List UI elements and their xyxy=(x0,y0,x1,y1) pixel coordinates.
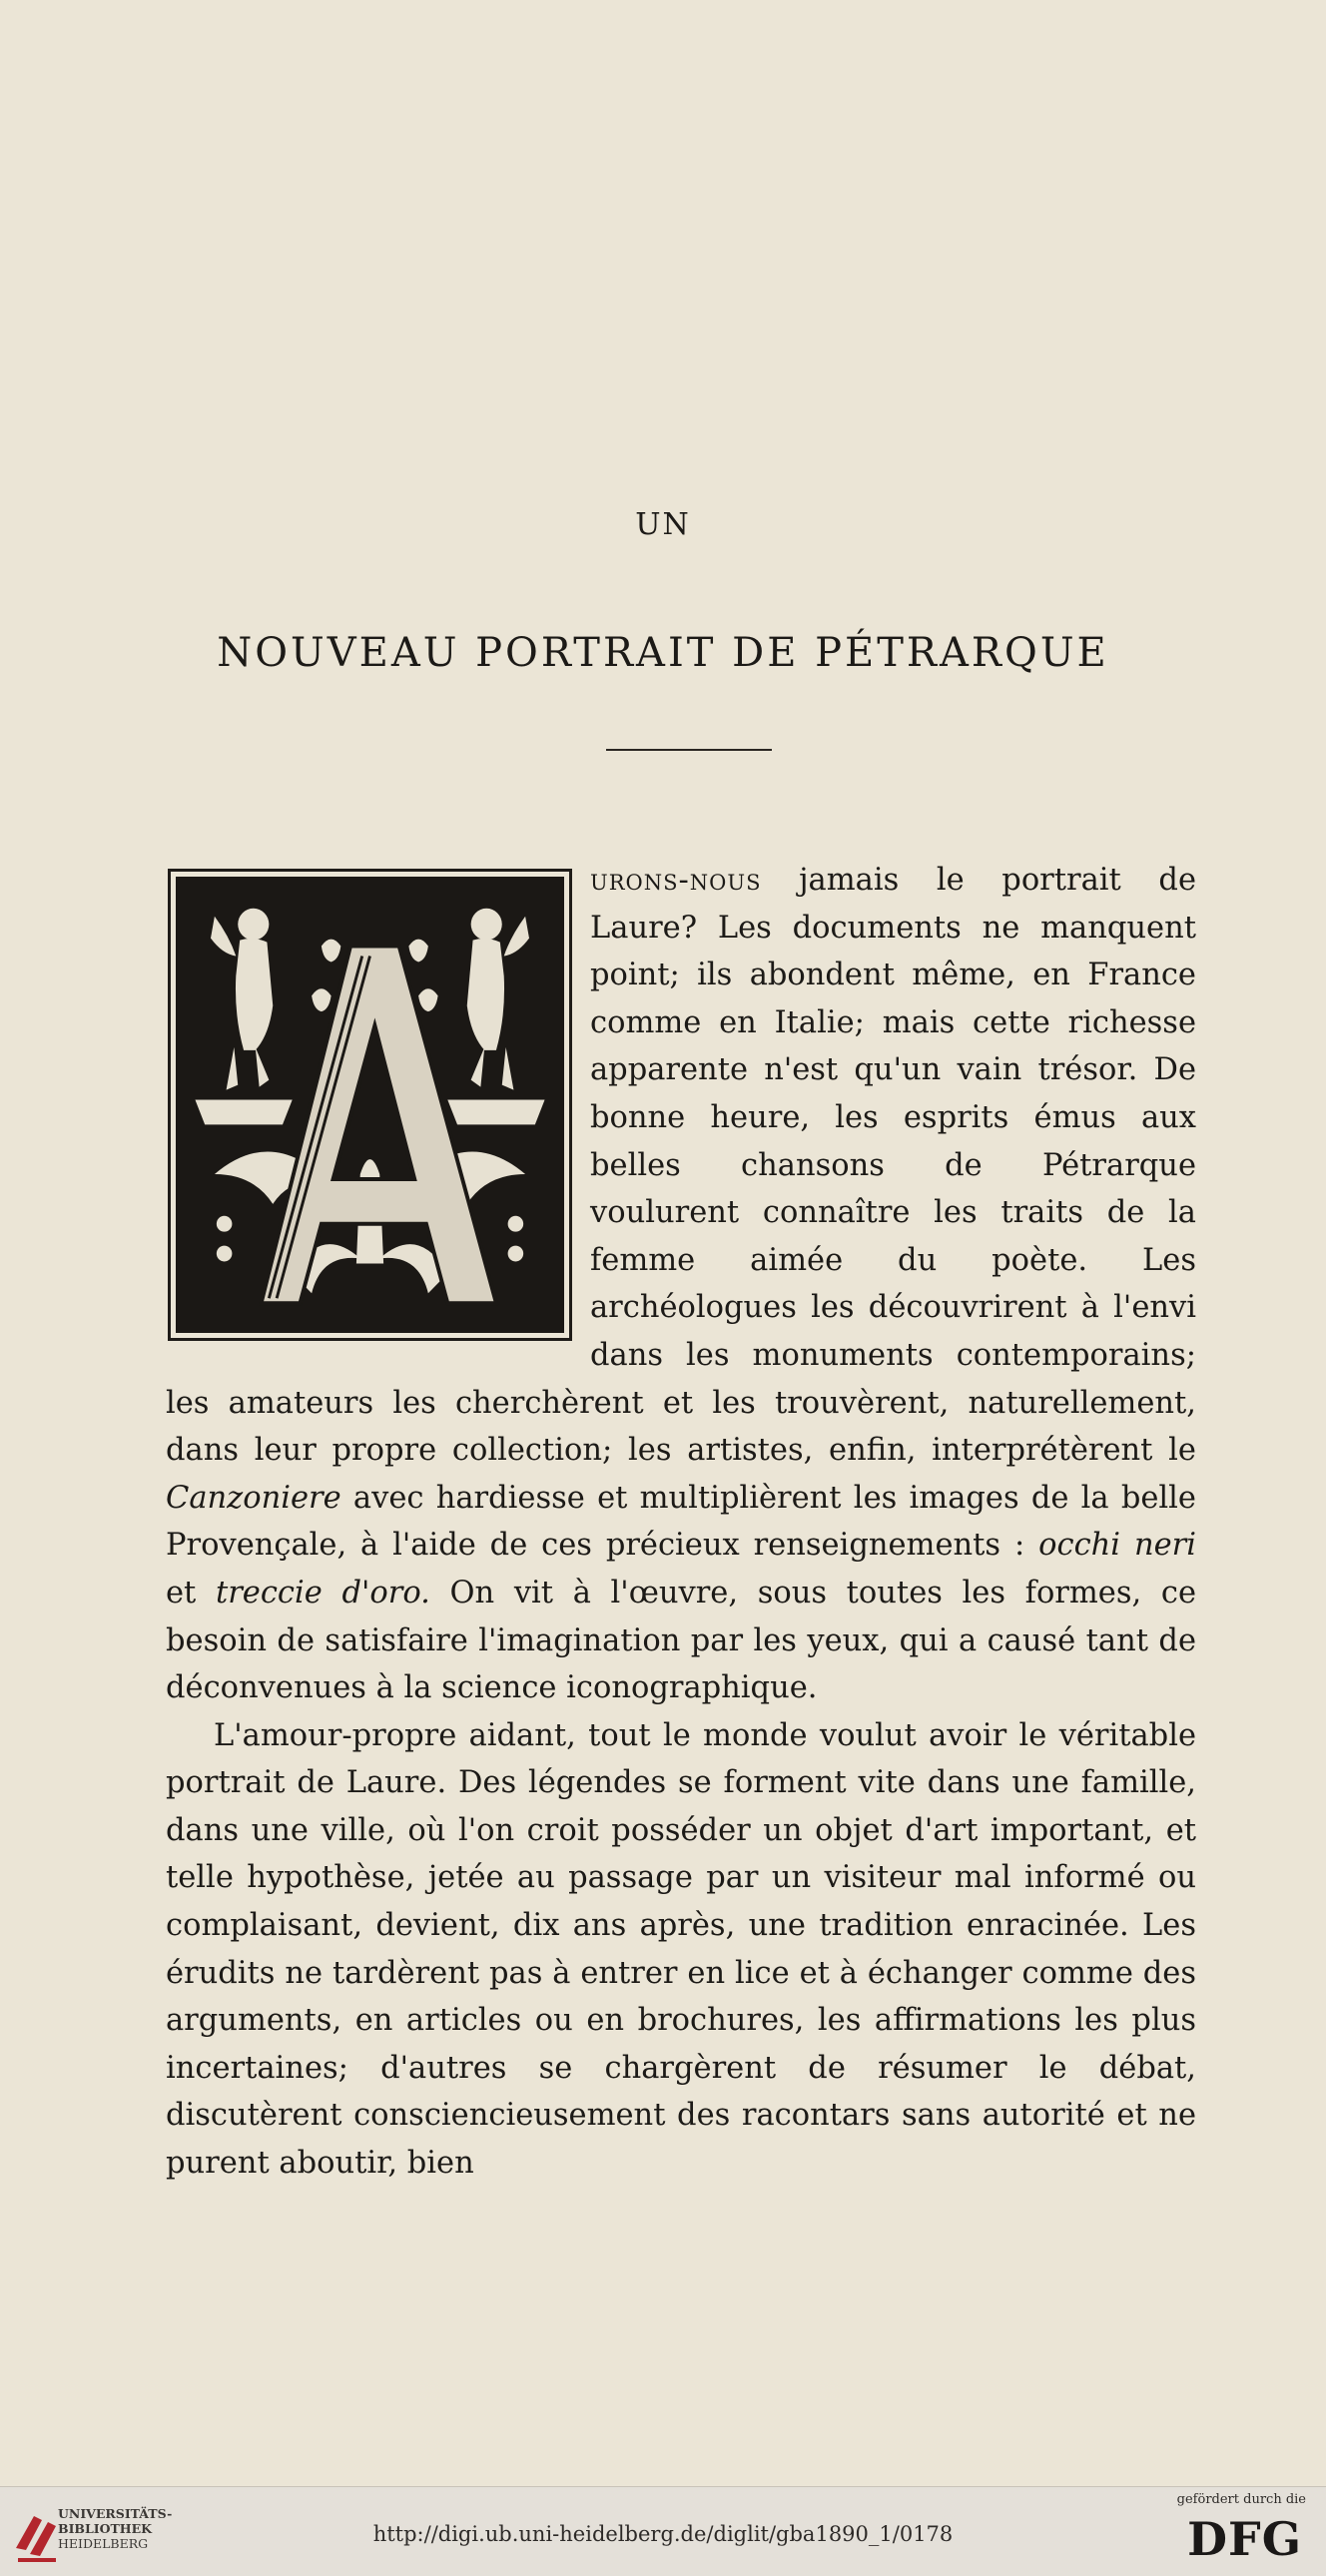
library-line-3: HEIDELBERG xyxy=(58,2536,149,2551)
title-rule xyxy=(606,749,772,751)
italic-occhi-neri: occhi neri xyxy=(1038,1528,1196,1564)
dfg-logo: DFG xyxy=(1187,2512,1302,2566)
paragraph-1-text-d: On vit à l'œuvre, sous toutes les formes, ce besoin de satisfaire l'imagination par les yeux, qui a causé tant de déconvenues à la science iconographique. xyxy=(166,1575,1196,1706)
article-title: NOUVEAU PORTRAIT DE PÉTRARQUE xyxy=(217,629,1109,676)
paragraph-1-text-a: jamais le portrait de Laure? Les documents ne manquent point; ils abondent même, en France comme en Italie; mais cette richesse apparente n'est qu'un vain trésor. De bonne heure, les esprits émus aux belles chansons de Pétrarque voulurent connaître les traits de la femme aimée du poète. Les archéologues les découvrirent à l'envi dans les monuments contemporains; les amateurs les cherchèrent et les trouvèrent, naturellement, dans leur propre collection; les artistes, enfin, interprétèrent le xyxy=(166,863,1196,1469)
opening-small-caps: urons-nous xyxy=(590,863,762,898)
title-kicker: UN xyxy=(635,507,691,542)
italic-treccie-doro: treccie d'oro. xyxy=(215,1575,430,1610)
paragraph-1-text-c: et xyxy=(166,1575,216,1610)
article-body xyxy=(166,857,1196,2188)
paragraph-1-text-b: avec hardiesse et multiplièrent les images de la belle Provençale, à l'aide de ces précieux renseignements : xyxy=(166,1480,1196,1564)
italic-canzoniere: Canzoniere xyxy=(166,1480,341,1516)
library-line-2: BIBLIOTHEK xyxy=(58,2521,153,2536)
funding-note: gefördert durch die xyxy=(1176,2492,1306,2507)
library-line-1: UNIVERSITÄTS- xyxy=(58,2506,173,2521)
paragraph-2: L'amour-propre aidant, tout le monde voulut avoir le véritable portrait de Laure. Des légendes se forment vite dans une famille, dans une ville, où l'on croit posséder un objet d'art important, et telle hypothèse, jetée au passage par un visiteur mal informé ou complaisant, devient, dix ans après, une tradition enracinée. Les érudits ne tardèrent pas à entrer en lice et à échanger comme des arguments, en articles ou en brochures, les affirmations les plus incertaines; d'autres se chargèrent de résumer le débat, discutèrent consciencieusement des racontars sans autorité et ne purent aboutir, bien xyxy=(166,1717,1196,2182)
source-url-link[interactable]: http://digi.ub.uni-heidelberg.de/diglit/gba1890_1/0178 xyxy=(372,2522,954,2546)
ornamental-dropcap-icon xyxy=(168,869,572,1341)
woodcut-ornament xyxy=(176,877,564,1333)
